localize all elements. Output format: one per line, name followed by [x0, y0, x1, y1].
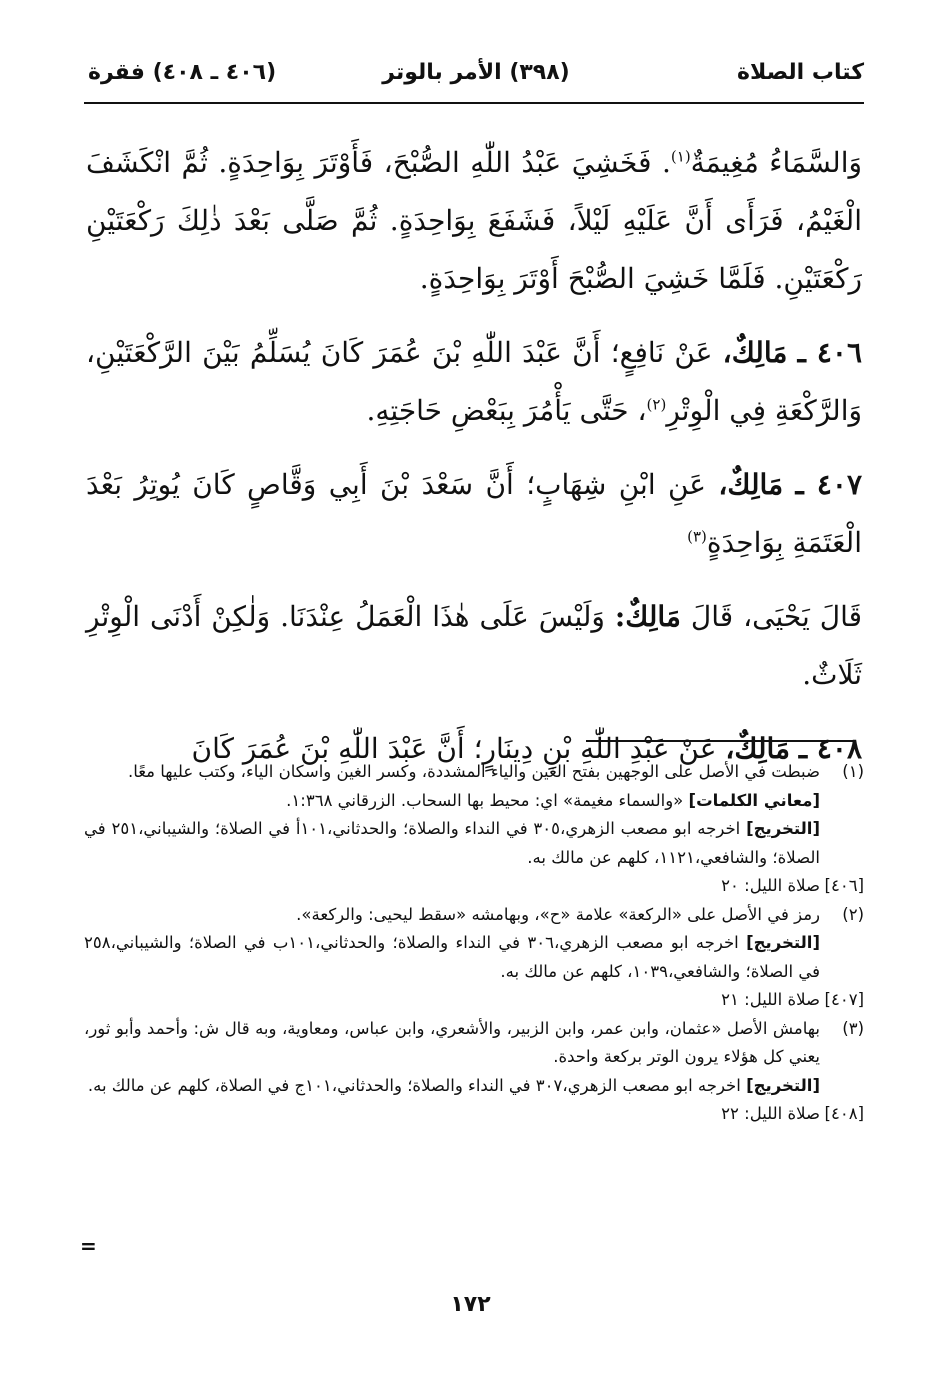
header-divider — [84, 102, 864, 104]
footnote-divider — [586, 740, 856, 742]
cross-reference-407 — [84, 986, 864, 1015]
cross-reference-406 — [84, 872, 864, 901]
narrator-name: مَالِكٌ، — [722, 336, 788, 369]
takhrij-text: اخرجه ابو مصعب الزهري،٣٠٧ في النداء والصلاة؛ والحدثاني،١٠١ج في الصلاة، كلهم عن مالك به. — [87, 1075, 747, 1095]
footnote-text: رمز في الأصل على «الركعة» علامة «ح»، وبهامشه «سقط ليحيى: والركعة». — [296, 904, 820, 924]
glossary-label: [معاني الكلمات] — [688, 790, 820, 810]
takhrij-text: اخرجه ابو مصعب الزهري،٣٠٦ في النداء والصلاة؛ والحدثاني،١٠١ب في الصلاة؛ والشيباني،٢٥٨ في الصلاة؛ والشافعي،١٠٣٩، كلهم عن مالك به. — [84, 933, 820, 981]
reference-text: صلاة الليل: ٢٢ — [721, 1104, 820, 1123]
glossary-text: «والسماء مغيمة» اي: محيط بها السحاب. الزرقاني ١:٣٦٨. — [286, 790, 689, 810]
takhrij-label: [التخريج] — [746, 1075, 820, 1095]
paragraph-407 — [86, 456, 862, 572]
running-header — [88, 56, 864, 100]
takhrij-text: اخرجه ابو مصعب الزهري،٣٠٥ في النداء والصلاة؛ والحدثاني،١٠١أ في الصلاة؛ والشيباني،٢٥١ في الصلاة؛ والشافعي،١١٢١، كلهم عن مالك به. — [84, 819, 820, 867]
footnote-takhrij — [84, 929, 820, 986]
paragraph-406 — [86, 324, 862, 440]
footnote-text: بهامش الأصل «عثمان، وابن عمر، وابن الزبير، والأشعري، وابن عباس، ومعاوية، وبه قال ش: وأحمد وأبو ثور، يعني كل هؤلاء يرون الوتر بركعة واحدة. — [84, 1018, 820, 1066]
narrator-name: مَالِكٌ: — [614, 600, 681, 633]
footnote-marker: (١) — [670, 147, 691, 166]
header-chapter-title: (٣٩٨) الأمر بالوتر — [382, 60, 570, 85]
paragraph-yahya — [86, 588, 862, 704]
narrator-name: مَالِكٌ، — [718, 468, 784, 501]
reference-number: [٤٠٨] — [824, 1104, 864, 1123]
narrator-name: مَالِكٌ، — [725, 732, 791, 765]
footnote-glossary — [84, 787, 820, 816]
header-paragraph-range: (٤٠٦ ـ ٤٠٨) فقرة — [88, 60, 277, 85]
footnote-1 — [84, 758, 864, 872]
paragraph-text: عَنْ عَبْدِ اللّٰهِ بْنِ دِينَارٍ؛ أَنَّ عَبْدَ اللّٰهِ بْنَ عُمَرَ كَانَ — [191, 732, 726, 765]
continuation-mark: = — [80, 1234, 97, 1258]
footnote-takhrij — [84, 1072, 820, 1101]
reference-number: [٤٠٦] — [824, 876, 864, 895]
takhrij-label: [التخريج] — [746, 819, 820, 838]
cross-reference-408 — [84, 1100, 864, 1129]
header-book-title: كتاب الصلاة — [737, 60, 864, 85]
footnote-text: ضبطت في الأصل على الوجهين بفتح الغين والياء المشددة، وكسر الغين واسكان الياء، وكتب عليها معًا. — [127, 762, 820, 781]
paragraph-continuation — [86, 134, 862, 308]
paragraph-text: ، حَتَّى يَأْمُرَ بِبَعْضِ حَاجَتِهِ. — [366, 394, 647, 427]
footnote-number: (١) — [842, 762, 864, 781]
reference-text: صلاة الليل: ٢٠ — [721, 876, 820, 895]
paragraph-text: عَنِ ابْنِ شِهَابٍ؛ أَنَّ سَعْدَ بْنَ أَبِي وَقَّاصٍ كَانَ يُوتِرُ بَعْدَ الْعَتَمَةِ بِوَاحِدَةٍ — [86, 468, 862, 559]
footnote-marker: (٣) — [687, 527, 707, 546]
paragraph-number: ٤٠٦ ـ — [797, 336, 862, 369]
reference-text: صلاة الليل: ٢١ — [721, 990, 820, 1009]
paragraph-text: . فَخَشِيَ عَبْدُ اللّٰهِ الصُّبْحَ، فَأَوْتَرَ بِوَاحِدَةٍ. ثُمَّ انْكَشَفَ الْغَيْمُ، فَرَأَى أَنَّ عَلَيْهِ لَيْلاً، فَشَفَعَ بِوَاحِدَةٍ. ثُمَّ صَلَّى بَعْدَ ذٰلِكَ رَكْعَتَيْنِ رَكْعَتَيْنِ. فَلَمَّا خَشِيَ الصُّبْحَ أَوْتَرَ بِوَاحِدَةٍ. — [86, 146, 862, 295]
footnote-takhrij — [84, 815, 820, 872]
paragraph-text: وَلَيْسَ عَلَى هٰذَا الْعَمَلُ عِنْدَنَا. وَلٰكِنْ أَدْنَى الْوِتْرِ ثَلَاثٌ. — [86, 600, 862, 691]
reference-number: [٤٠٧] — [824, 990, 864, 1009]
footnote-2 — [84, 901, 864, 987]
footnote-number: (٢) — [842, 904, 864, 924]
footnote-3 — [84, 1015, 864, 1101]
footnote-marker: (٢) — [646, 395, 667, 414]
footnote-number: (٣) — [842, 1018, 864, 1038]
paragraph-number: ٤٠٨ ـ — [798, 732, 862, 765]
paragraph-text: وَالسَّمَاءُ مُغِيمَةٌ — [690, 146, 863, 179]
paragraph-text: قَالَ يَحْيَى، قَالَ — [680, 600, 862, 633]
page-number: ١٧٢ — [450, 1292, 491, 1317]
takhrij-label: [التخريج] — [746, 933, 820, 952]
paragraph-number: ٤٠٧ ـ — [795, 468, 862, 501]
paragraph-text: عَنْ نَافِعٍ؛ أَنَّ عَبْدَ اللّٰهِ بْنَ عُمَرَ كَانَ يُسَلِّمُ بَيْنَ الرَّكْعَتَيْنِ، وَالرَّكْعَةِ فِي الْوِتْرِ — [86, 336, 862, 427]
footnotes — [84, 758, 864, 1129]
main-text — [86, 134, 862, 794]
